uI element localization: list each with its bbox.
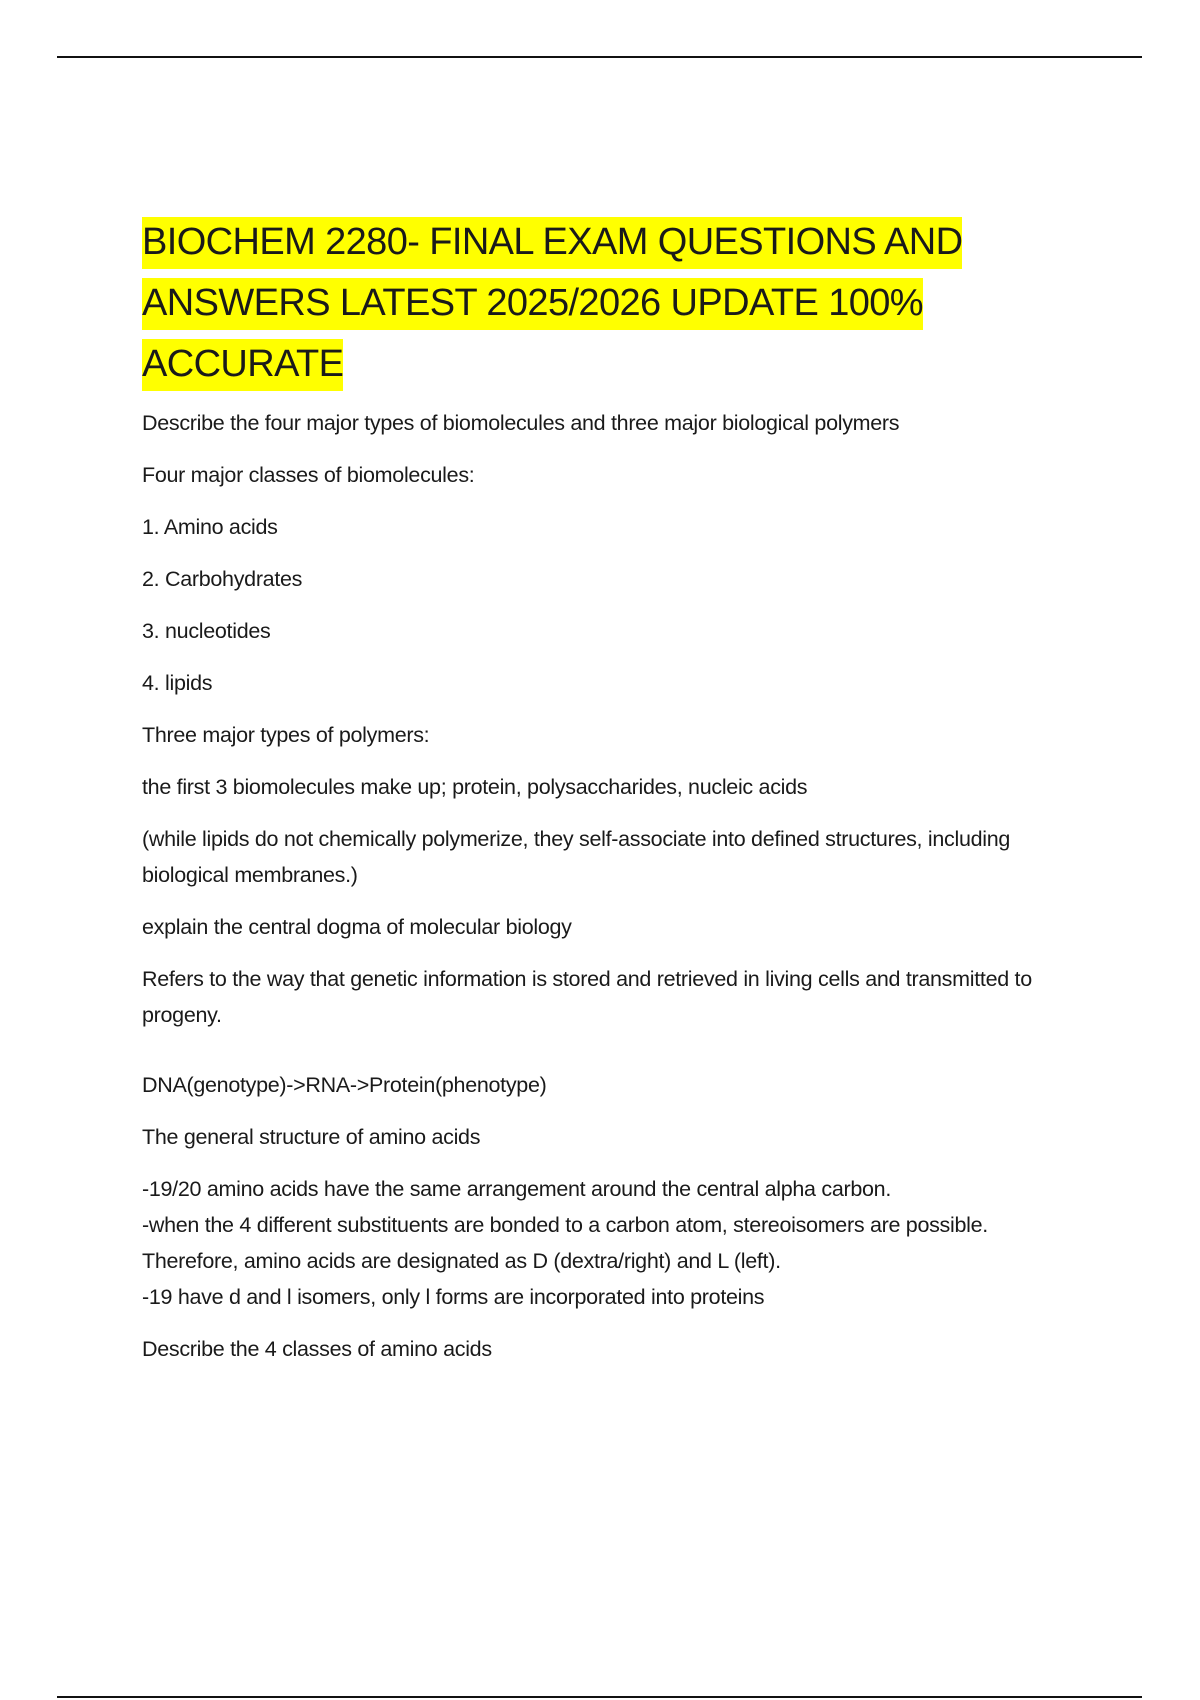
footer-rule bbox=[57, 1696, 1142, 1698]
header-rule bbox=[57, 56, 1142, 58]
question-biomolecules: Describe the four major types of biomolecules and three major biological polymers bbox=[142, 411, 900, 435]
answer-lipids-note: (while lipids do not chemically polymerize, they self-associate into defined structures, including biological membranes.) bbox=[142, 827, 1011, 887]
answer-dna-rna-protein: DNA(genotype)->RNA->Protein(phenotype) bbox=[142, 1073, 547, 1097]
answer-heading-polymers: Three major types of polymers: bbox=[142, 723, 430, 747]
document-title bbox=[142, 212, 1062, 395]
question-amino-classes: Describe the 4 classes of amino acids bbox=[142, 1337, 492, 1361]
answer-central-dogma: Refers to the way that genetic information is stored and retrieved in living cells and transmitted to progeny. bbox=[142, 967, 1032, 1027]
answer-amino-arrangement: -19/20 amino acids have the same arrangement around the central alpha carbon. bbox=[142, 1177, 891, 1201]
list-item-carbohydrates: 2. Carbohydrates bbox=[142, 567, 303, 591]
list-item-amino-acids: 1. Amino acids bbox=[142, 515, 278, 539]
title-highlight: BIOCHEM 2280- FINAL EXAM QUESTIONS AND ANSWERS LATEST 2025/2026 UPDATE 100% ACCURATE bbox=[142, 217, 962, 391]
answer-isomers: -19 have d and l isomers, only l forms are incorporated into proteins bbox=[142, 1285, 765, 1309]
answer-stereoisomers: -when the 4 different substituents are bonded to a carbon atom, stereoisomers are possible. Therefore, amino acids are designated as D (dextra/right) and L (left). bbox=[142, 1213, 988, 1273]
question-central-dogma: explain the central dogma of molecular biology bbox=[142, 915, 572, 939]
question-amino-structure: The general structure of amino acids bbox=[142, 1125, 481, 1149]
document-page bbox=[142, 212, 1062, 1383]
answer-polymers: the first 3 biomolecules make up; protein, polysaccharides, nucleic acids bbox=[142, 775, 808, 799]
list-item-nucleotides: 3. nucleotides bbox=[142, 619, 271, 643]
answer-heading-classes: Four major classes of biomolecules: bbox=[142, 463, 475, 487]
list-item-lipids: 4. lipids bbox=[142, 671, 213, 695]
